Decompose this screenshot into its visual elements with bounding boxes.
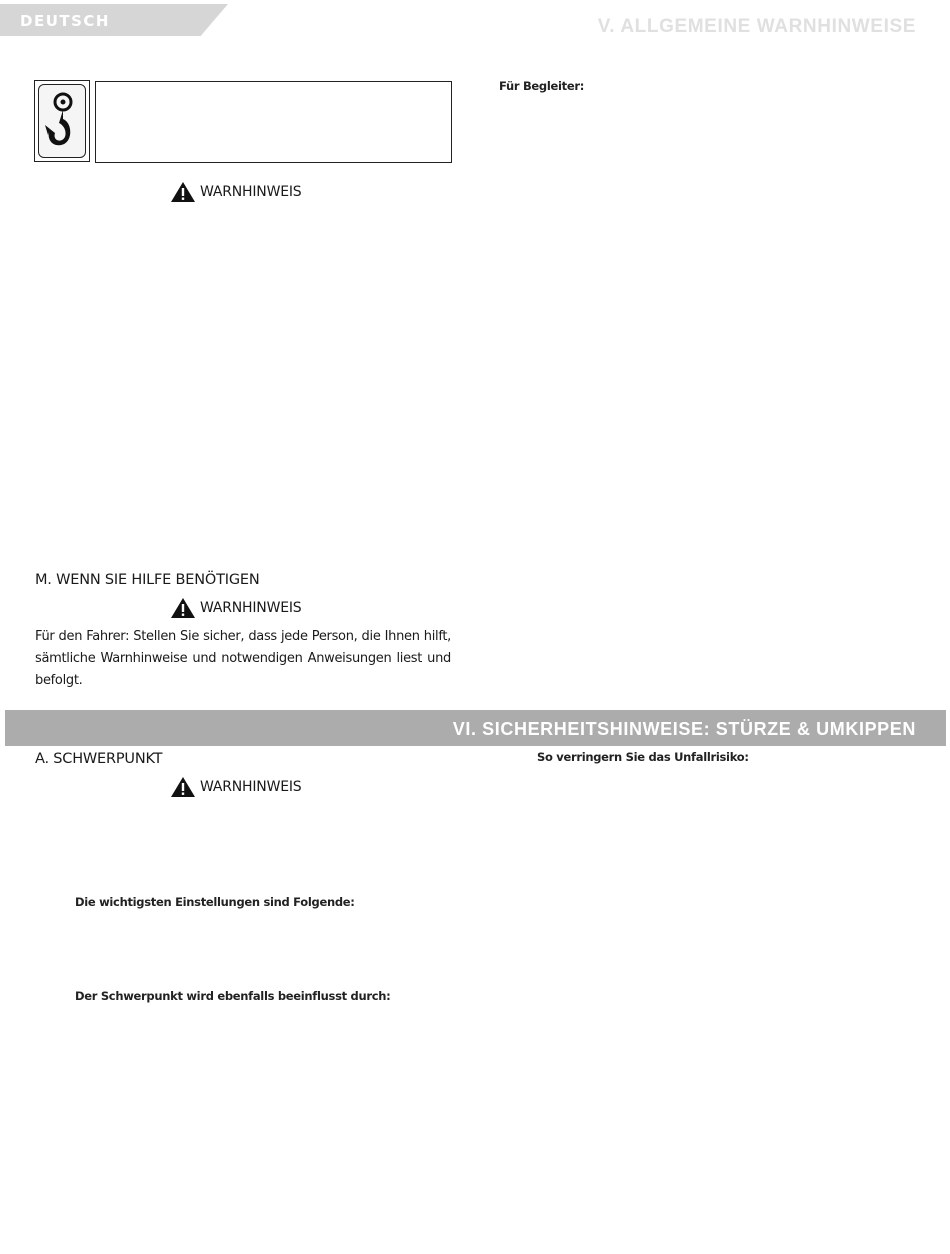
hook-icon (38, 84, 86, 158)
note-box (95, 81, 452, 163)
section-m-heading: M. WENN SIE HILFE BENÖTIGEN (35, 572, 260, 588)
hook-icon-frame (34, 80, 90, 162)
warning-triangle-icon (170, 597, 196, 619)
warning-heading-a (170, 776, 302, 798)
warning-heading (170, 181, 302, 203)
language-label: DEUTSCH (20, 12, 110, 30)
warning-triangle-icon (170, 181, 196, 203)
warning-label: WARNHINWEIS (200, 184, 302, 200)
warning-label-a: WARNHINWEIS (200, 779, 302, 795)
section-a-heading: A. SCHWERPUNKT (35, 751, 163, 767)
warning-triangle-icon (170, 776, 196, 798)
section-m-paragraph: Für den Fahrer: Stellen Sie sicher, dass jede Person, die Ihnen hilft, sämtliche Warnhinweise und notwendigen Anweisungen liest und befolgt. (35, 629, 451, 688)
section-title: V. ALLGEMEINE WARNHINWEISE (597, 16, 916, 37)
warning-label-m: WARNHINWEIS (200, 600, 302, 616)
risk-label: So verringern Sie das Unfallrisiko: (537, 750, 749, 764)
warning-heading-m (170, 597, 302, 619)
influence-label: Der Schwerpunkt wird ebenfalls beeinflusst durch: (75, 989, 391, 1003)
settings-label: Die wichtigsten Einstellungen sind Folgende: (75, 895, 355, 909)
attendants-label: Für Begleiter: (499, 79, 584, 93)
section-vi-title: VI. SICHERHEITSHINWEISE: STÜRZE & UMKIPPEN (452, 719, 916, 739)
